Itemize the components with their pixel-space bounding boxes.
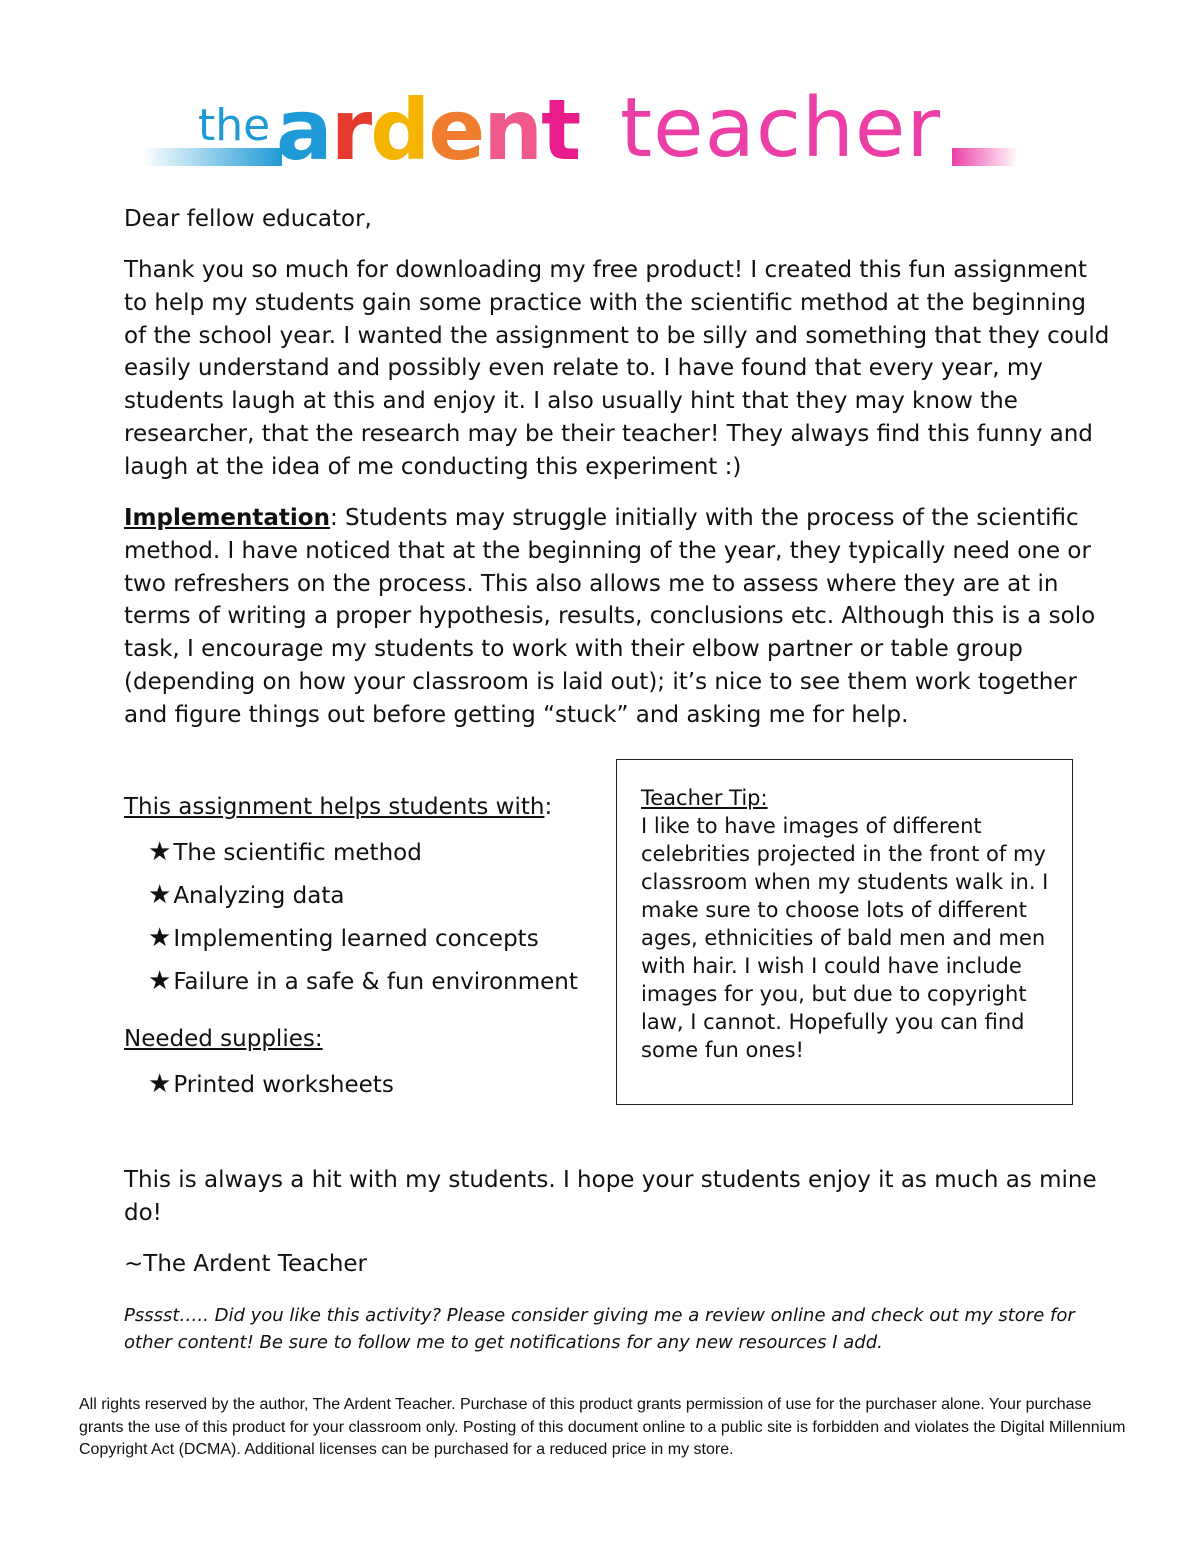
logo-stripes (0, 92, 1200, 182)
logo-letter: e (428, 81, 484, 179)
logo-letter: d (370, 81, 429, 179)
logo-ardent (276, 81, 580, 179)
list-item (148, 879, 578, 922)
logo-letter: a (276, 81, 331, 179)
logo (0, 81, 1200, 182)
helps-title-colon: : (544, 794, 553, 820)
logo-letter: n (483, 81, 542, 179)
logo-letter: t (541, 81, 580, 179)
star-icon: ★ (148, 1069, 172, 1099)
logo-letter: r (330, 81, 371, 179)
salutation: Dear fellow educator, (124, 206, 372, 232)
logo-teacher: teacher (620, 81, 942, 176)
rights-notice: All rights reserved by the author, The Ardent Teacher. Purchase of this product grants permission of use for the purchaser alone. Your purchase grants the use of this product for your classroom only. Posting of this document online to a public site is forbidden and violates the Digital Millennium Copyright Act (DCMA). Additional licenses can be purchased for a reduced price in my store. (79, 1396, 1126, 1458)
list-item (148, 922, 578, 965)
closing-paragraph: This is always a hit with my students. I hope your students enjoy it as much as mine do! (124, 1167, 1097, 1226)
star-icon: ★ (148, 837, 172, 867)
list-item-label: Implementing learned concepts (173, 926, 539, 952)
signoff: ~The Ardent Teacher (124, 1251, 368, 1277)
list-item-label: Failure in a safe & fun environment (173, 969, 578, 995)
teacher-tip-title: Teacher Tip: (641, 786, 768, 810)
star-icon: ★ (148, 880, 172, 910)
implementation-paragraph (124, 502, 1114, 732)
list-item (148, 1068, 394, 1111)
teacher-tip-body: I like to have images of different celebrities projected in the front of my classroom when my students walk in. I make sure to choose lots of different ages, ethnicities of bald men and men with hair. I wish I could have include images for you, but due to copyright law, I cannot. Hopefully you can find some fun ones! (641, 814, 1049, 1062)
teacher-tip-box (616, 759, 1073, 1105)
helps-title-text: This assignment helps students with (124, 794, 545, 820)
intro-paragraph: Thank you so much for downloading my free product! I created this fun assignment to help my students gain some practice with the scientific method at the beginning of the school year. I wanted the assignment to be silly and something that they could easily understand and possibly even relate to. I have found that every year, my students laugh at this and enjoy it. I also usually hint that they may know the researcher, that the research may be their teacher! They always find this funny and laugh at the idea of me conducting this experiment :) (124, 257, 1110, 480)
list-item-label: The scientific method (173, 840, 422, 866)
star-icon: ★ (148, 966, 172, 996)
logo-the: the (198, 100, 271, 151)
supplies-title: Needed supplies: (124, 1026, 323, 1052)
implementation-text: : Students may struggle initially with the process of the scientific method. I have noticed that at the beginning of the year, they typically need one or two refreshers on the process. This also allows me to assess where they are at in terms of writing a proper hypothesis, results, conclusions etc. Although this is a solo task, I encourage my students to work with their elbow partner or table group (depending on how your classroom is laid out); it’s nice to see them work together and figure things out before getting “stuck” and asking me for help. (124, 505, 1096, 728)
helps-list (148, 836, 578, 1008)
review-note: Psssst….. Did you like this activity? Please consider giving me a review online and check out my store for other content! Be sure to follow me to get notifications for any new resources I add. (124, 1305, 1075, 1353)
helps-title (124, 794, 552, 820)
list-item (148, 965, 578, 1008)
star-icon: ★ (148, 923, 172, 953)
supplies-list (148, 1068, 394, 1111)
list-item-label: Analyzing data (173, 883, 345, 909)
implementation-label: Implementation (124, 505, 330, 531)
list-item (148, 836, 578, 879)
list-item-label: Printed worksheets (173, 1072, 394, 1098)
